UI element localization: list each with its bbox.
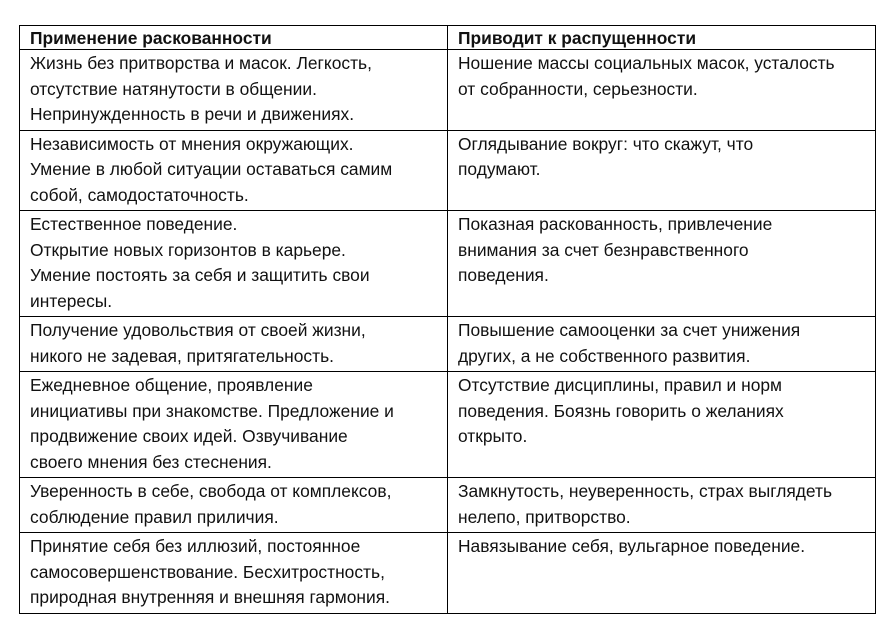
comparison-table bbox=[19, 25, 876, 614]
cell-line: внимания за счет безнравственного bbox=[458, 239, 749, 260]
cell-line: Отсутствие дисциплины, правил и норм bbox=[458, 375, 782, 395]
left-cell bbox=[20, 50, 448, 131]
left-cell bbox=[20, 130, 448, 211]
left-cell bbox=[20, 211, 448, 317]
table-row bbox=[20, 478, 876, 533]
cell-line: интересы. bbox=[30, 290, 113, 311]
right-cell bbox=[448, 317, 876, 372]
left-cell bbox=[20, 317, 448, 372]
cell-line: подумают. bbox=[458, 159, 541, 179]
cell-line: Уверенность в себе, свобода от комплексов, bbox=[30, 481, 392, 501]
table-row bbox=[20, 50, 876, 131]
cell-line: Повышение самооценки за счет унижения bbox=[458, 320, 801, 340]
cell-line: Умение в любой ситуации оставаться самим bbox=[30, 159, 393, 179]
right-cell bbox=[448, 130, 876, 211]
right-cell bbox=[448, 211, 876, 317]
left-cell bbox=[20, 533, 448, 614]
cell-line: отсутствие натянутости в общении. bbox=[30, 78, 317, 99]
cell-line: Жизнь без притворства и масок. Легкость, bbox=[30, 53, 372, 73]
cell-line: Показная раскованность, привлечение bbox=[458, 214, 773, 234]
cell-line: собой, самодостаточность. bbox=[30, 184, 249, 205]
table-row bbox=[20, 211, 876, 317]
header-application-of-freedom: Применение раскованности bbox=[20, 26, 448, 50]
cell-line: Независимость от мнения окружающих. bbox=[30, 133, 354, 154]
cell-line: Ежедневное общение, проявление bbox=[30, 375, 313, 395]
cell-line: Навязывание себя, вульгарное поведение. bbox=[458, 536, 806, 556]
cell-line: поведения. Боязнь говорить о желаниях bbox=[458, 400, 784, 421]
right-cell bbox=[448, 478, 876, 533]
cell-line: своего мнения без стеснения. bbox=[30, 451, 272, 472]
table-row bbox=[20, 533, 876, 614]
cell-line: Замкнутость, неуверенность, страх выглядеть bbox=[458, 481, 833, 501]
cell-line: Ношение массы социальных масок, усталость bbox=[458, 53, 835, 73]
left-cell bbox=[20, 372, 448, 478]
table-body bbox=[20, 50, 876, 614]
cell-line: Оглядывание вокруг: что скажут, что bbox=[458, 133, 754, 154]
cell-line: никого не задевая, притягательность. bbox=[30, 345, 334, 366]
cell-line: Получение удовольствия от своей жизни, bbox=[30, 320, 366, 340]
cell-line: самосовершенствование. Бесхитростность, bbox=[30, 561, 385, 582]
cell-line: природная внутренняя и внешняя гармония. bbox=[30, 587, 390, 607]
table-row bbox=[20, 130, 876, 211]
cell-line: поведения. bbox=[458, 265, 549, 285]
cell-line: соблюдение правил приличия. bbox=[30, 506, 279, 527]
cell-line: Открытие новых горизонтов в карьере. bbox=[30, 239, 346, 260]
left-cell bbox=[20, 478, 448, 533]
right-cell bbox=[448, 372, 876, 478]
cell-line: Умение постоять за себя и защитить свои bbox=[30, 265, 370, 285]
cell-line: продвижение своих идей. Озвучивание bbox=[30, 426, 348, 446]
right-cell bbox=[448, 533, 876, 614]
right-cell bbox=[448, 50, 876, 131]
cell-line: Непринужденность в речи и движениях. bbox=[30, 104, 355, 124]
cell-line: нелепо, притворство. bbox=[458, 506, 631, 527]
cell-line: Принятие себя без иллюзий, постоянное bbox=[30, 536, 361, 556]
table-row bbox=[20, 372, 876, 478]
cell-line: других, а не собственного развития. bbox=[458, 345, 751, 366]
cell-line: от собранности, серьезности. bbox=[458, 78, 698, 99]
table-header-row bbox=[20, 26, 876, 50]
cell-line: инициативы при знакомстве. Предложение и bbox=[30, 400, 394, 421]
table-row bbox=[20, 317, 876, 372]
cell-line: открыто. bbox=[458, 426, 528, 446]
cell-line: Естественное поведение. bbox=[30, 214, 238, 234]
header-leads-to-licentiousness: Приводит к распущенности bbox=[448, 26, 876, 50]
